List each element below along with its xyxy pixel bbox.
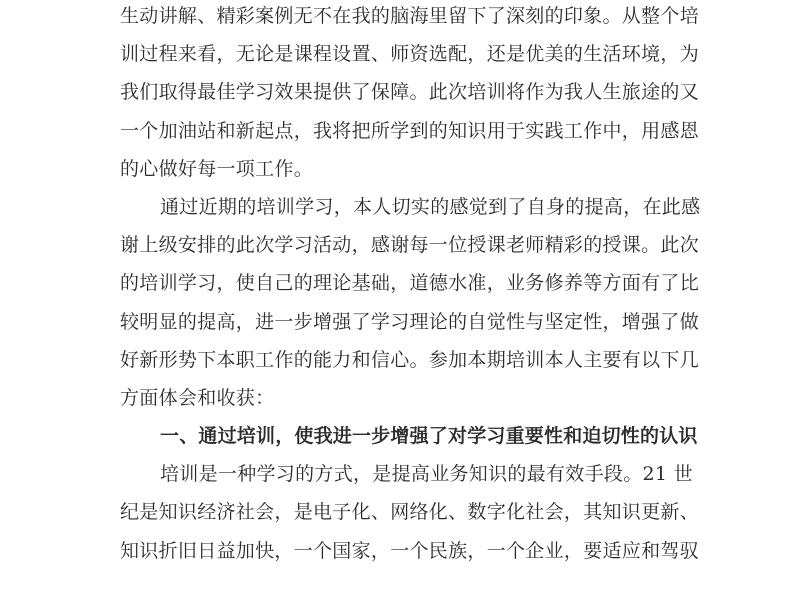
paragraph-line: 一个加油站和新起点，我将把所学到的知识用于实践工作中，用感恩	[120, 119, 700, 142]
paragraph-line: 通过近期的培训学习，本人切实的感觉到了自身的提高，在此感	[160, 195, 701, 218]
paragraph-line: 纪是知识经济社会，是电子化、网络化、数字化社会，其知识更新、	[120, 501, 700, 524]
paragraph-line: 的心做好每一项工作。	[120, 157, 314, 180]
paragraph-line: 的培训学习，使自己的理论基础，道德水准，业务修养等方面有了比	[120, 272, 700, 295]
paragraph-line: 谢上级安排的此次学习活动，感谢每一位授课老师精彩的授课。此次	[120, 234, 700, 257]
paragraph-line: 培训是一种学习的方式，是提高业务知识的最有效手段。21 世	[160, 463, 693, 486]
paragraph-line: 生动讲解、精彩案例无不在我的脑海里留下了深刻的印象。从整个培	[120, 5, 700, 27]
paragraph-line: 较明显的提高，进一步增强了学习理论的自觉性与坚定性，增强了做	[120, 310, 700, 333]
paragraph-line: 好新形势下本职工作的能力和信心。参加本期培训本人主要有以下几	[120, 348, 700, 371]
paragraph-line: 知识折旧日益加快，一个国家，一个民族，一个企业，要适应和驾驭	[120, 539, 700, 562]
paragraph-line: 我们取得最佳学习效果提供了保障。此次培训将作为我人生旅途的又	[120, 81, 700, 104]
paragraph-line: 方面体会和收获：	[120, 386, 275, 409]
section-heading: 一、通过培训，使我进一步增强了对学习重要性和迫切性的认识	[160, 425, 698, 448]
paragraph-line: 训过程来看，无论是课程设置、师资选配，还是优美的生活环境，为	[120, 43, 700, 66]
document-body	[120, 0, 701, 570]
